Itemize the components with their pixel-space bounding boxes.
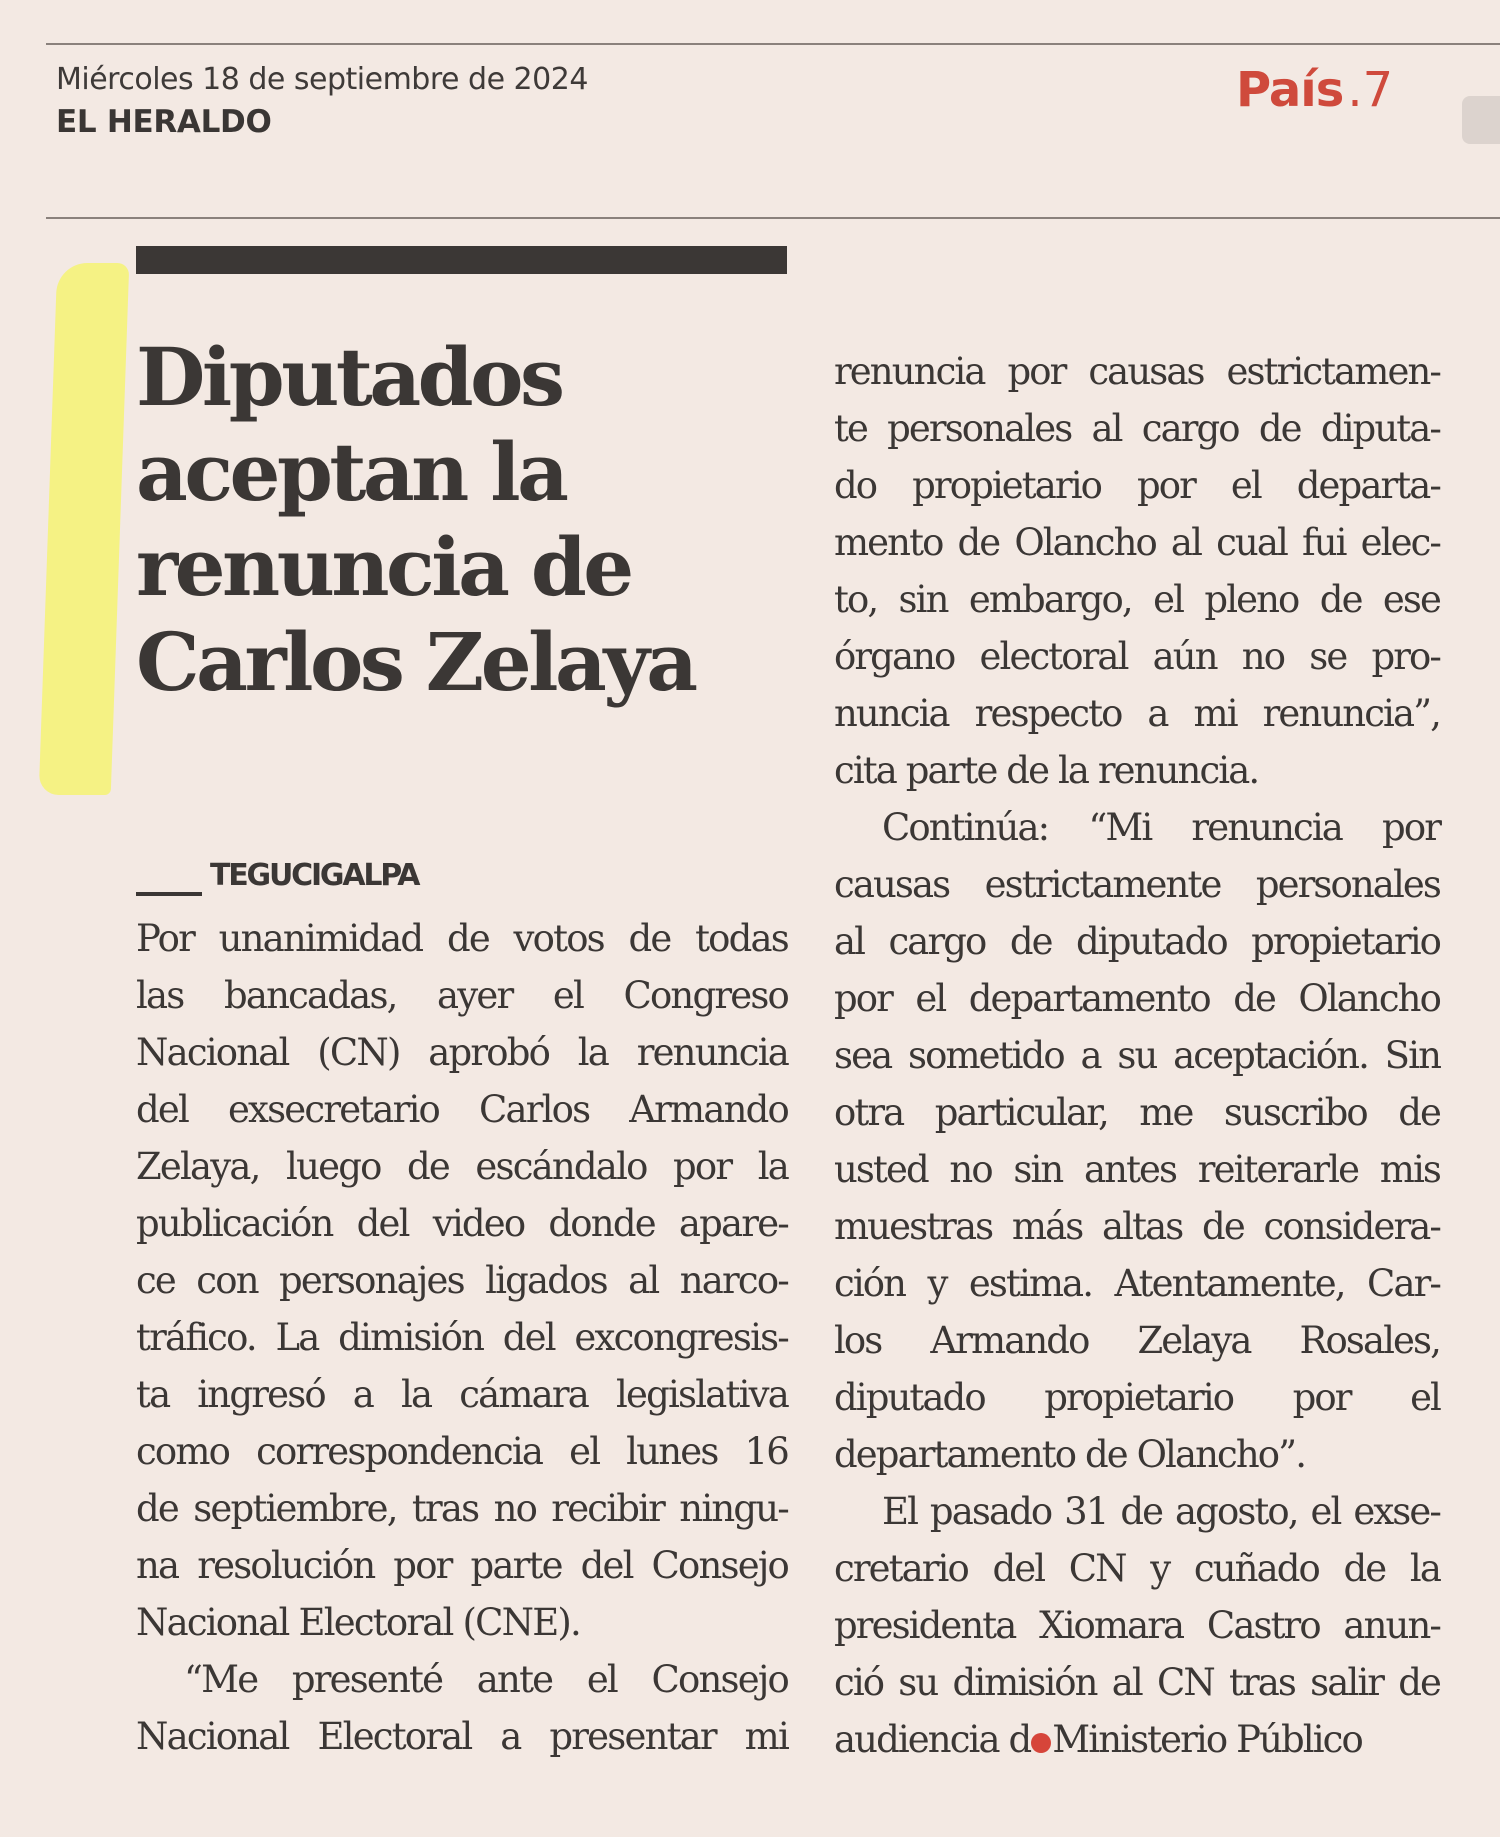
article-line: to, sin embargo, el pleno de ese [834,578,1440,621]
article-line-part: audiencia d [834,1718,1031,1761]
article-line: cita parte de la renuncia. [834,749,1259,792]
article-line: mento de Olancho al cual fui elec- [834,521,1440,564]
article-line: causas estrictamente personales [834,863,1440,906]
article-line: renuncia por causas estrictamen- [834,350,1440,393]
article-line [834,1711,1440,1768]
article-line: tráfico. La dimisión del excongresis- [136,1316,788,1359]
article-line: al cargo de diputado propietario [834,920,1440,963]
article-line: las bancadas, ayer el Congreso [136,974,788,1017]
article-line: Por unanimidad de votos de todas [136,917,788,960]
article-line: presidenta Xiomara Castro anun- [834,1604,1440,1647]
headline-line: Diputados [136,330,562,424]
article-line-part: Ministerio Público [1052,1718,1362,1761]
article-line: departamento de Olancho”. [834,1433,1306,1476]
article-line: usted no sin antes reiterarle mis [834,1148,1440,1191]
header-rule [46,217,1500,219]
publication-date: Miércoles 18 de septiembre de 2024 [56,62,588,97]
dateline [136,858,418,893]
article-column-2 [834,343,1440,1768]
section-name: País [1236,62,1344,118]
article-line: publicación del video donde apare- [136,1202,788,1245]
article-line: ció su dimisión al CN tras salir de [834,1661,1440,1704]
article-line: por el departamento de Olancho [834,977,1440,1020]
article-line: Continúa: “Mi renuncia por [882,806,1440,849]
article-line: diputado propietario por el [834,1376,1440,1419]
article-column-1 [136,910,788,1765]
top-rule [46,43,1500,45]
article-line: El pasado 31 de agosto, el exse- [882,1490,1440,1533]
article-line: del exsecretario Carlos Armando [136,1088,788,1131]
article-line: ción y estima. Atentamente, Car- [834,1262,1440,1305]
headline [136,330,816,710]
article-line: “Me presenté ante el Consejo [184,1658,788,1701]
article-line: ce con personajes ligados al narco- [136,1259,788,1302]
bleed-through-margin [1462,96,1500,144]
article-line: como correspondencia el lunes 16 [136,1430,788,1473]
article-line: te personales al cargo de diputa- [834,407,1440,450]
headline-line: renuncia de [136,520,631,614]
article-line: de septiembre, tras no recibir ningu- [136,1487,788,1530]
article-line: órgano electoral aún no se pro- [834,635,1440,678]
article-line: Nacional (CN) aprobó la renuncia [136,1031,788,1074]
headline-line: Carlos Zelaya [136,615,695,709]
article-line: cretario del CN y cuñado de la [834,1547,1440,1590]
headline-bar [136,246,787,274]
article-line: do propietario por el departa- [834,464,1440,507]
article-line: otra particular, me suscribo de [834,1091,1440,1134]
newspaper-name: EL HERALDO [56,104,272,140]
article-line: Nacional Electoral a presentar mi [136,1715,788,1758]
article-line: Nacional Electoral (CNE). [136,1601,581,1644]
article-line: ta ingresó a la cámara legislativa [136,1373,788,1416]
dateline-text: TEGUCIGALPA [210,858,419,893]
headline-line: aceptan la [136,425,566,519]
red-ink-spot [1031,1733,1051,1753]
article-line: sea sometido a su aceptación. Sin [834,1034,1440,1077]
article-line: los Armando Zelaya Rosales, [834,1319,1440,1362]
page-number: .7 [1347,62,1394,118]
article-line: Zelaya, luego de escándalo por la [136,1145,788,1188]
article-line: na resolución por parte del Consejo [136,1544,788,1587]
article-line: nuncia respecto a mi renuncia”, [834,692,1440,735]
highlighter-mark [39,263,130,795]
article-line: muestras más altas de considera- [834,1205,1440,1248]
section-page-tag [1236,62,1393,118]
